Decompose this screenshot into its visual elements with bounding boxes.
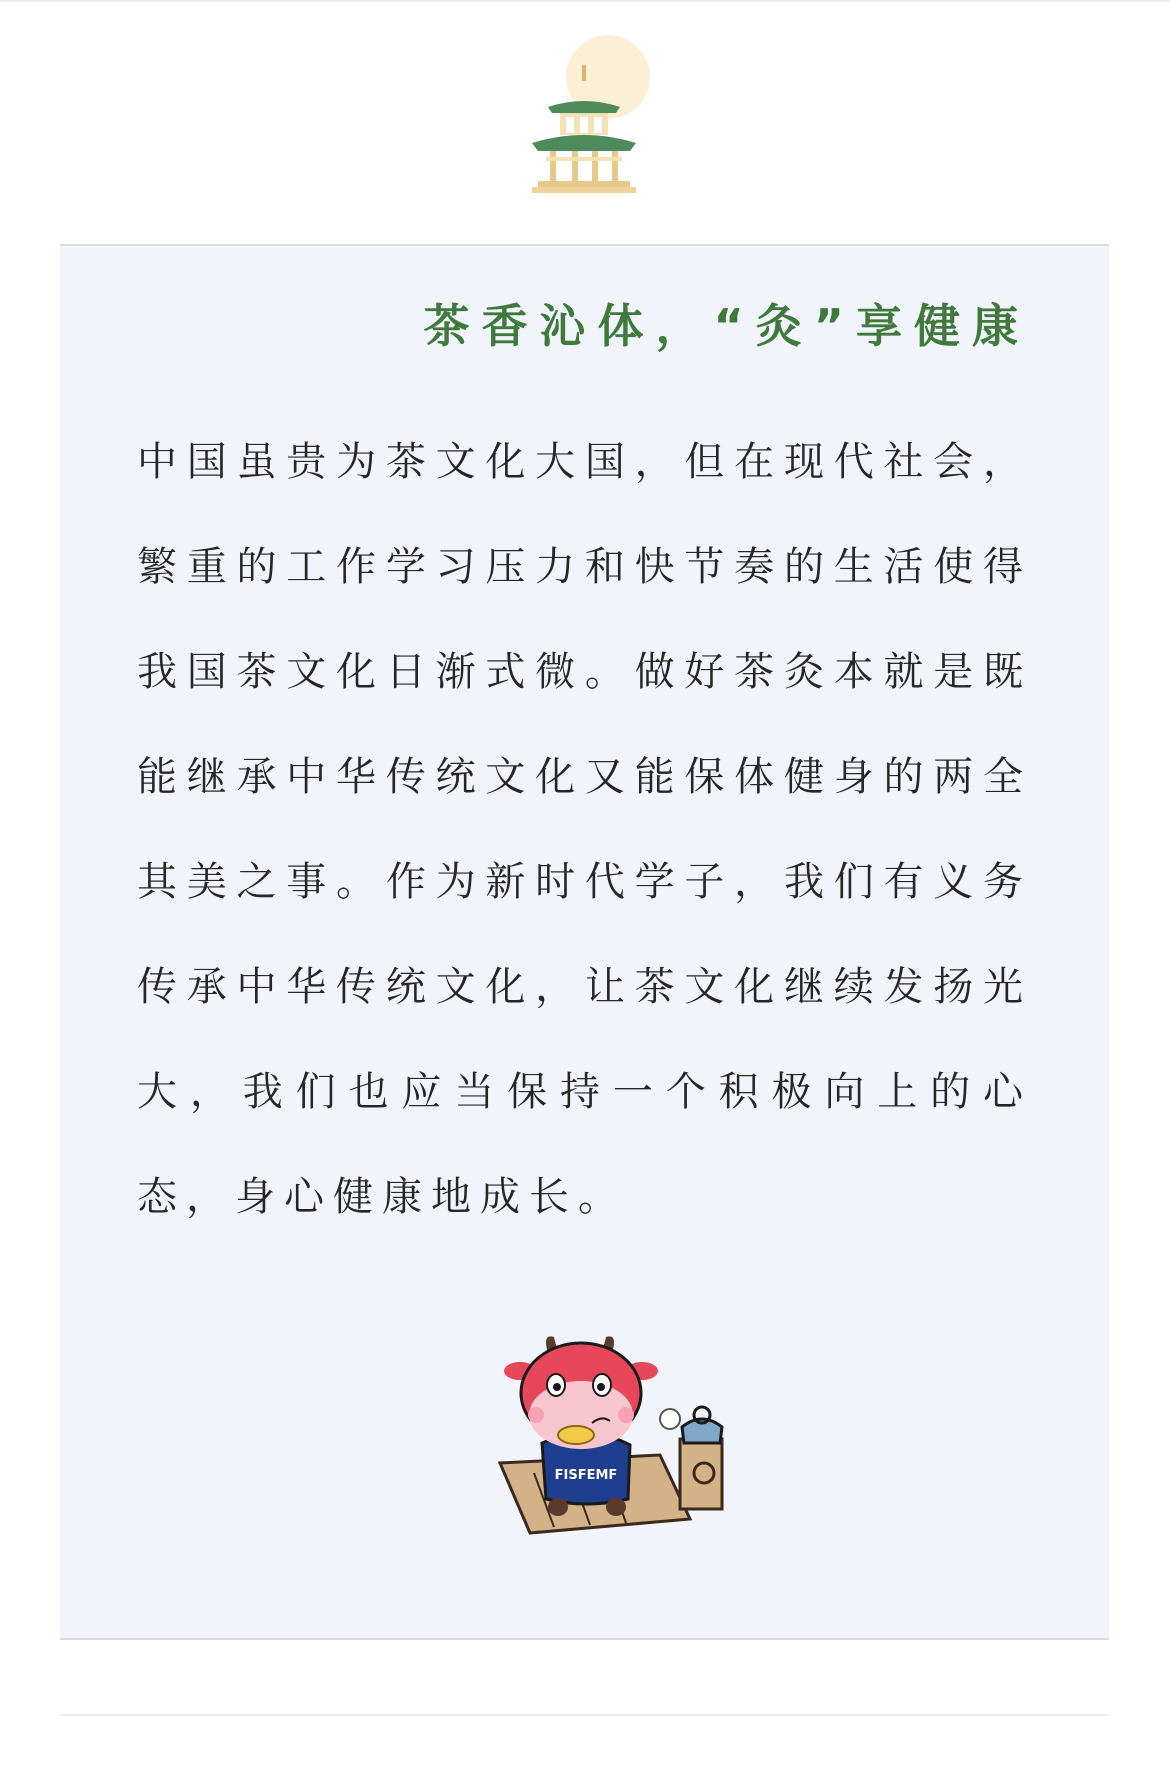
article-title: 茶香沁体，“灸”享健康 <box>423 299 1030 353</box>
shirt-logo-text: FISFEMF <box>554 1468 618 1483</box>
article-body: 中国虽贵为茶文化大国，但在现代社会，繁重的工作学习压力和快节奏的生活使得我国茶文化日渐式微。做好茶灸本就是既能继承中华传统文化又能保体健身的两全其美之事。作为新时代学子，我们有义务传承中华传统文化，让茶文化继续发扬光大，我们也应当保持一个积极向上的心态，身心健康地成长。 <box>137 439 1032 1220</box>
cow-drinking-tea-illustration <box>490 1323 730 1563</box>
top-divider <box>0 0 1170 2</box>
article-card <box>60 244 1109 1640</box>
bottom-divider <box>60 1714 1109 1716</box>
pagoda-icon <box>500 15 670 195</box>
